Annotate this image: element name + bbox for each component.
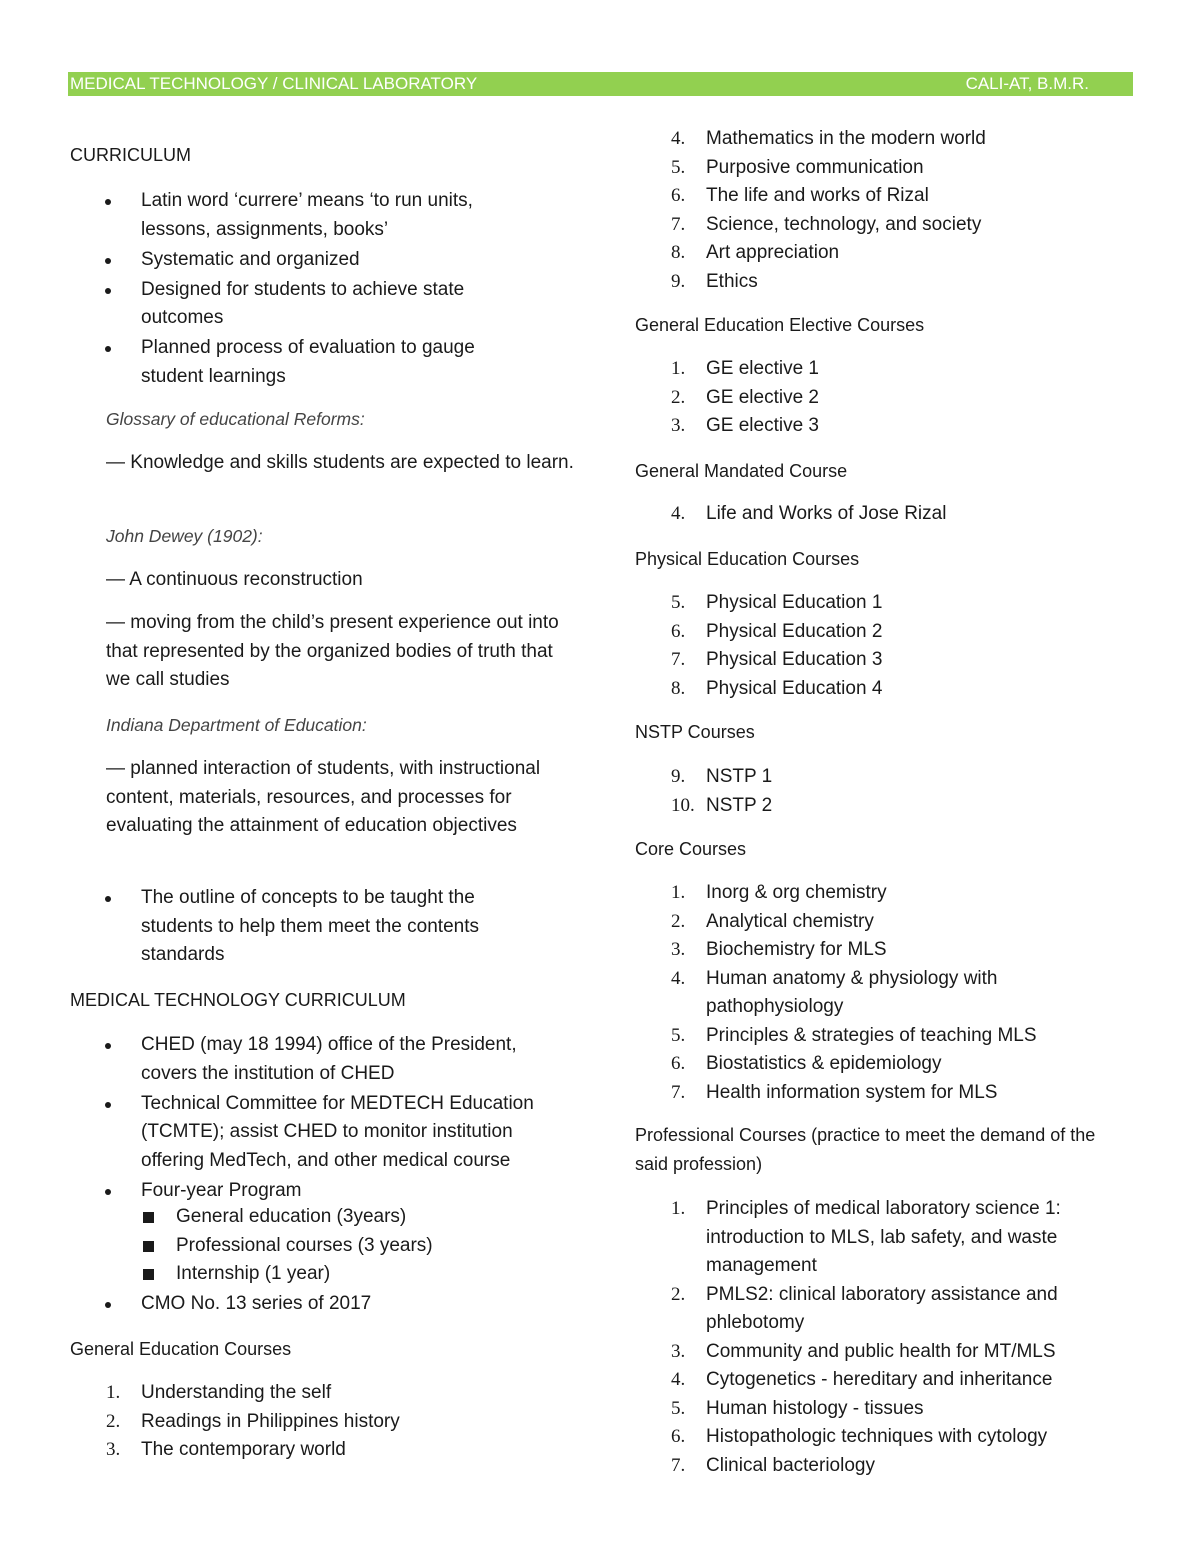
list-item: 6. Histopathologic techniques with cytology [671, 1426, 1048, 1447]
outline-bullets [70, 884, 570, 971]
list-item: 3. Community and public health for MT/MLS [671, 1340, 1056, 1362]
indiana-label: Indiana Department of Education: [106, 715, 367, 735]
list-item: CHED (may 18 1994) office of the President, covers the institution of CHED [70, 1031, 570, 1088]
gen-ed-list [70, 1379, 570, 1465]
page-header [68, 72, 1133, 96]
elective-list [635, 355, 1135, 441]
list-item: 7. Clinical bacteriology [671, 1454, 875, 1476]
nstp-list [635, 763, 1135, 820]
dewey-text-2: — moving from the child’s present experience out into that represented by the organized bodies of truth that we call studies [106, 612, 559, 690]
list-item: 1. Understanding the self [106, 1382, 332, 1403]
list-item: Planned process of evaluation to gauge student learnings [70, 334, 570, 391]
list-item: General education (3years) [70, 1203, 570, 1232]
list-item: 6. Biostatistics & epidemiology [671, 1053, 942, 1074]
list-item: 6. Physical Education 2 [671, 620, 883, 642]
list-item: Four-year Program [70, 1177, 570, 1206]
list-item: 2. Analytical chemistry [671, 910, 874, 932]
list-item: Systematic and organized [70, 246, 570, 275]
list-item: Designed for students to achieve state outcomes [70, 276, 570, 333]
pe-heading: Physical Education Courses [635, 549, 860, 569]
gen-ed-heading: General Education Courses [70, 1339, 292, 1359]
curriculum-bullets [70, 187, 570, 393]
elective-heading: General Education Elective Courses [635, 315, 925, 335]
core-list [635, 879, 1135, 1107]
medtech-bullets [70, 1031, 570, 1207]
list-item: 4. Life and Works of Jose Rizal [671, 503, 947, 524]
list-item: 1. Principles of medical laboratory science 1: introduction to MLS, lab safety, and waste management [671, 1198, 1061, 1276]
pe-list [635, 589, 1135, 703]
list-item: The outline of concepts to be taught the students to help them meet the contents standards [70, 884, 570, 970]
list-item: 3. Biochemistry for MLS [671, 939, 887, 960]
program-items [70, 1203, 570, 1289]
list-item: 4. Human anatomy & physiology with pathophysiology [671, 967, 998, 1017]
list-item: Professional courses (3 years) [70, 1232, 570, 1261]
cmo-bullets [70, 1290, 570, 1320]
gen-ed-cont-list [635, 125, 1135, 296]
dewey-label: John Dewey (1902): [106, 526, 263, 546]
list-item: Latin word ‘currere’ means ‘to run units, lessons, assignments, books’ [70, 187, 570, 244]
list-item: 7. Physical Education 3 [671, 649, 883, 670]
list-item: 9. Ethics [671, 270, 758, 292]
medtech-heading: MEDICAL TECHNOLOGY CURRICULUM [70, 990, 406, 1010]
list-item: 3. GE elective 3 [671, 415, 819, 436]
list-item: 5. Principles & strategies of teaching MLS [671, 1024, 1037, 1046]
list-item: 1. Inorg & org chemistry [671, 882, 887, 903]
list-item: 2. GE elective 2 [671, 386, 819, 408]
dewey-text-1: — A continuous reconstruction [106, 569, 363, 590]
glossary-text: — Knowledge and skills students are expected to learn. [106, 452, 574, 473]
list-item: 10. NSTP 2 [671, 794, 773, 816]
list-item: 5. Human histology - tissues [671, 1397, 924, 1419]
list-item: 2. PMLS2: clinical laboratory assistance and phlebotomy [671, 1283, 1058, 1333]
list-item: 8. Physical Education 4 [671, 677, 883, 699]
mandated-heading: General Mandated Course [635, 461, 848, 481]
professional-heading: Professional Courses (practice to meet the demand of the said profession) [635, 1125, 1096, 1174]
list-item: Technical Committee for MEDTECH Education (TCMTE); assist CHED to monitor institution offering MedTech, and other medical course [70, 1090, 570, 1176]
header-title: MEDICAL TECHNOLOGY / CLINICAL LABORATORY [70, 74, 478, 93]
list-item: 9. NSTP 1 [671, 766, 773, 787]
glossary-label: Glossary of educational Reforms: [106, 409, 365, 429]
list-item: 8. Art appreciation [671, 242, 840, 263]
list-item: 7. Health information system for MLS [671, 1081, 998, 1103]
nstp-heading: NSTP Courses [635, 722, 755, 742]
list-item: 2. Readings in Philippines history [106, 1410, 400, 1432]
list-item: 1. GE elective 1 [671, 358, 819, 379]
list-item: 4. Cytogenetics - hereditary and inheritance [671, 1369, 1053, 1390]
list-item: 5. Physical Education 1 [671, 592, 883, 613]
list-item: 3. The contemporary world [106, 1439, 346, 1460]
list-item: Internship (1 year) [70, 1260, 570, 1289]
header-author: CALI-AT, B.M.R. [965, 74, 1089, 93]
list-item: 7. Science, technology, and society [671, 213, 982, 235]
list-item: CMO No. 13 series of 2017 [70, 1290, 570, 1319]
list-item: 5. Purposive communication [671, 156, 924, 178]
list-item: 4. Mathematics in the modern world [671, 128, 986, 149]
core-heading: Core Courses [635, 839, 747, 859]
indiana-text: — planned interaction of students, with instructional content, materials, resources, and processes for evaluating the attainment of education objectives [106, 758, 541, 836]
list-item: 6. The life and works of Rizal [671, 185, 929, 206]
curriculum-heading: CURRICULUM [70, 145, 191, 165]
professional-list [635, 1195, 1135, 1480]
mandated-list [635, 500, 1135, 529]
